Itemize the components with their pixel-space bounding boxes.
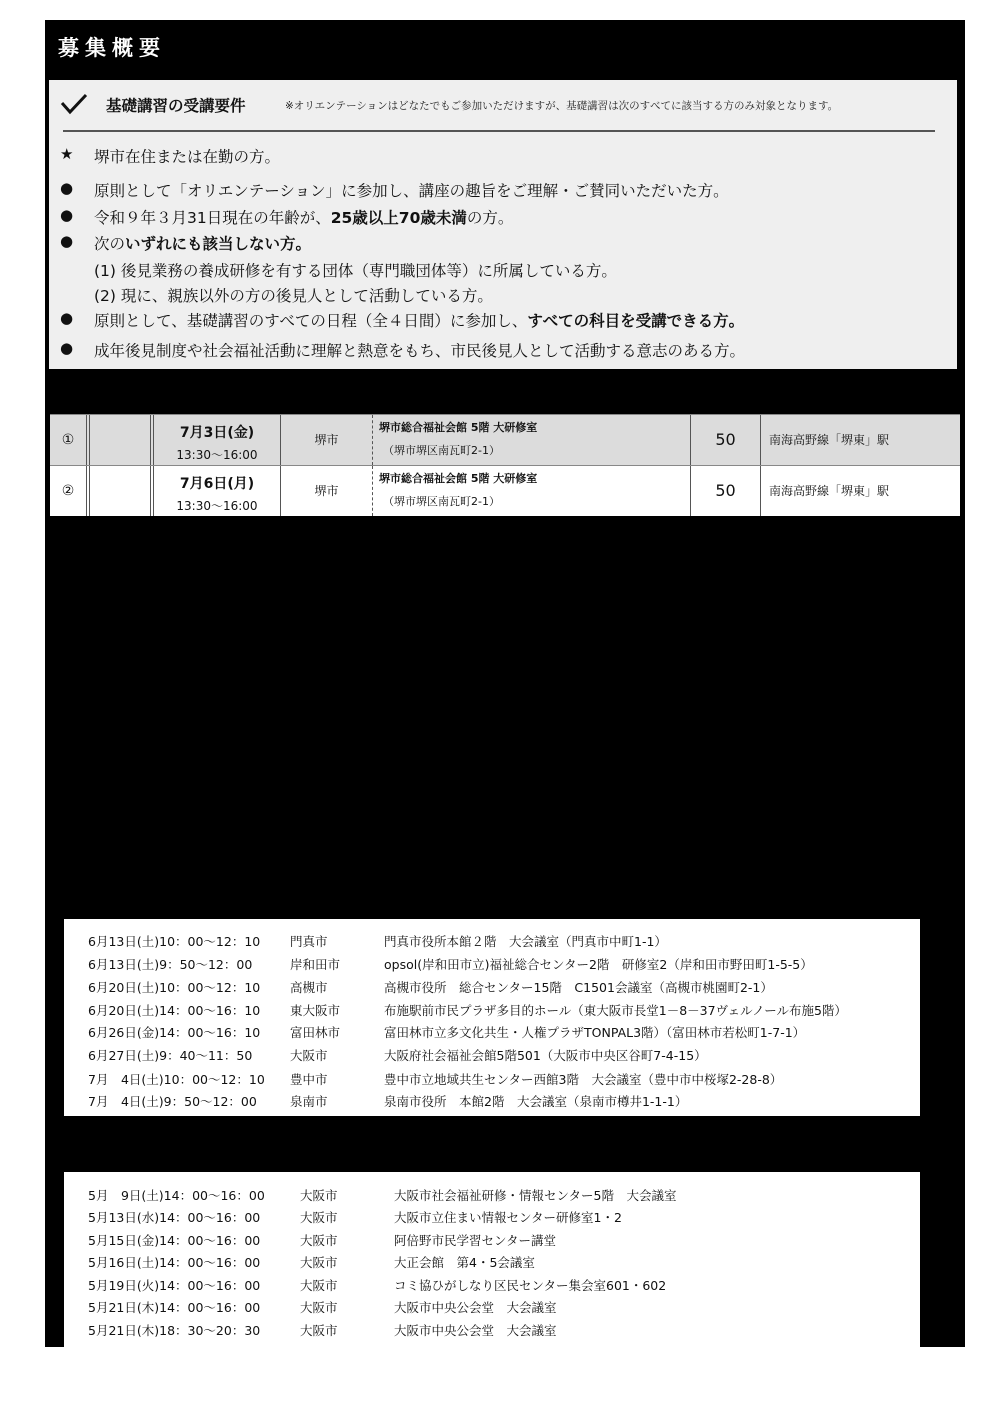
venue-name: 堺市総合福祉会館 5階 大研修室 (379, 421, 538, 434)
list-item: 5月21日(木)18：30～20：30 大阪市 大阪市中央公会堂 大会議室 (88, 1323, 557, 1338)
row-number: ① (50, 415, 90, 465)
date-cell (154, 466, 281, 516)
list-item: 7月 4日(土)9：50～12：00 泉南市 泉南市役所 本館2階 大会議室（泉南市樽井1-1-1） (88, 1094, 688, 1109)
list-item: 5月21日(木)14：00～16：00 大阪市 大阪市中央公会堂 大会議室 (88, 1300, 557, 1315)
city-cell: 堺市 (281, 466, 373, 516)
age-range: 25歳以上70歳未満 (330, 209, 467, 227)
list-item: 5月19日(火)14：00～16：00 大阪市 コミ協ひがしなり区民センター集会室601・602 (88, 1278, 667, 1293)
session-date: 7月6日(月) (179, 476, 255, 492)
access-cell: 南海高野線「堺東」駅 (769, 484, 890, 498)
list-item: 6月20日(土)14：00～16：10 東大阪市 布施駅前市民プラザ多目的ホール（東大阪市長堂1－8－37ヴェルノール布施5階） (88, 1003, 847, 1018)
bullet-icon: ● (60, 232, 74, 250)
requirement-text: 原則として「オリエンテーション」に参加し、講座の趣旨をご理解・ご賛同いただいた方。 (94, 182, 729, 200)
list-item: 6月13日(土)10：00～12：10 門真市 門真市役所本館２階 大会議室（門真市中町1-1） (88, 934, 667, 949)
list-item: 5月16日(土)14：00～16：00 大阪市 大正会館 第4・5会議室 (88, 1255, 535, 1270)
venue-address: （堺市堺区南瓦町2-1） (383, 495, 500, 508)
venue-name: 堺市総合福祉会館 5階 大研修室 (379, 472, 538, 485)
bullet-icon: ● (60, 179, 74, 197)
list-item: 7月 4日(土)10：00～12：10 豊中市 豊中市立地域共生センター西館3階 大会議室（豊中市中桜塚2-28-8） (88, 1072, 783, 1087)
bullet-icon: ● (60, 206, 74, 224)
city-cell: 堺市 (281, 415, 373, 465)
requirement-text: (1) 後見業務の養成研修を有する団体（専門職団体等）に所属している方。 (94, 262, 617, 280)
list-item: 6月27日(土)9：40～11：50 大阪市 大阪府社会福祉会館5階501（大阪市中央区谷町7-4-15） (88, 1048, 707, 1063)
requirements-note: ※オリエンテーションはどなたでもご参加いただけますが、基礎講習は次のすべてに該当する方のみ対象となります。 (285, 100, 839, 112)
table-row (50, 465, 960, 516)
schedule-list-1 (64, 919, 920, 1116)
requirement-text: (2) 現に、親族以外の方の後見人として活動している方。 (94, 287, 493, 305)
requirement-text: 堺市在住または在勤の方。 (94, 148, 281, 166)
capacity-cell: 50 (691, 415, 761, 465)
capacity-cell: 50 (691, 466, 761, 516)
bullet-icon: ● (60, 309, 74, 327)
requirement-text: 次のいずれにも該当しない方。 (94, 235, 312, 253)
date-cell (154, 415, 281, 465)
list-item: 6月26日(金)14：00～16：10 富田林市 富田林市立多文化共生・人権プラザTONPAL3階）（富田林市若松町1-7-1） (88, 1025, 806, 1040)
orientation-table (50, 414, 960, 516)
bullet-icon: ● (60, 339, 74, 357)
requirements-title: 基礎講習の受講要件 (106, 97, 246, 115)
list-item: 5月 9日(土)14：00～16：00 大阪市 大阪市社会福祉研修・情報センター5階 大会議室 (88, 1188, 677, 1203)
requirements-header (49, 80, 957, 130)
blank-cell (90, 415, 154, 465)
venue-cell (373, 466, 691, 516)
star-icon: ★ (60, 145, 74, 163)
blank-cell (90, 466, 154, 516)
row-number: ② (50, 466, 90, 516)
session-time: 13:30～16:00 (176, 499, 258, 513)
requirement-text: 成年後見制度や社会福祉活動に理解と熱意をもち、市民後見人として活動する意志のある方。 (94, 342, 746, 360)
list-item: 6月20日(土)10：00～12：10 高槻市 高槻市役所 総合センター15階 C1501会議室（高槻市桃園町2-1） (88, 980, 773, 995)
session-time: 13:30～16:00 (176, 448, 258, 462)
venue-cell (373, 415, 691, 465)
requirements-panel (49, 80, 957, 369)
access-cell: 南海高野線「堺東」駅 (769, 433, 890, 447)
requirement-text: 令和９年３月31日現在の年齢が、25歳以上70歳未満の方。 (94, 209, 514, 227)
list-item: 5月15日(金)14：00～16：00 大阪市 阿倍野市民学習センター講堂 (88, 1233, 557, 1248)
list-item: 6月13日(土)9：50～12：00 岸和田市 opsol(岸和田市立)福祉総合センター2階 研修室2（岸和田市野田町1-5-5） (88, 957, 813, 972)
list-item: 5月13日(水)14：00～16：00 大阪市 大阪市立住まい情報センター研修室1・2 (88, 1210, 622, 1225)
page-title: 募集概要 (58, 36, 166, 60)
venue-address: （堺市堺区南瓦町2-1） (383, 444, 500, 457)
schedule-list-2 (64, 1172, 920, 1347)
requirement-text: 原則として、基礎講習のすべての日程（全４日間）に参加し、すべての科目を受講できる方。 (94, 312, 745, 330)
divider (63, 130, 935, 132)
check-icon (59, 90, 89, 118)
table-row (50, 414, 960, 465)
session-date: 7月3日(金) (179, 425, 255, 441)
